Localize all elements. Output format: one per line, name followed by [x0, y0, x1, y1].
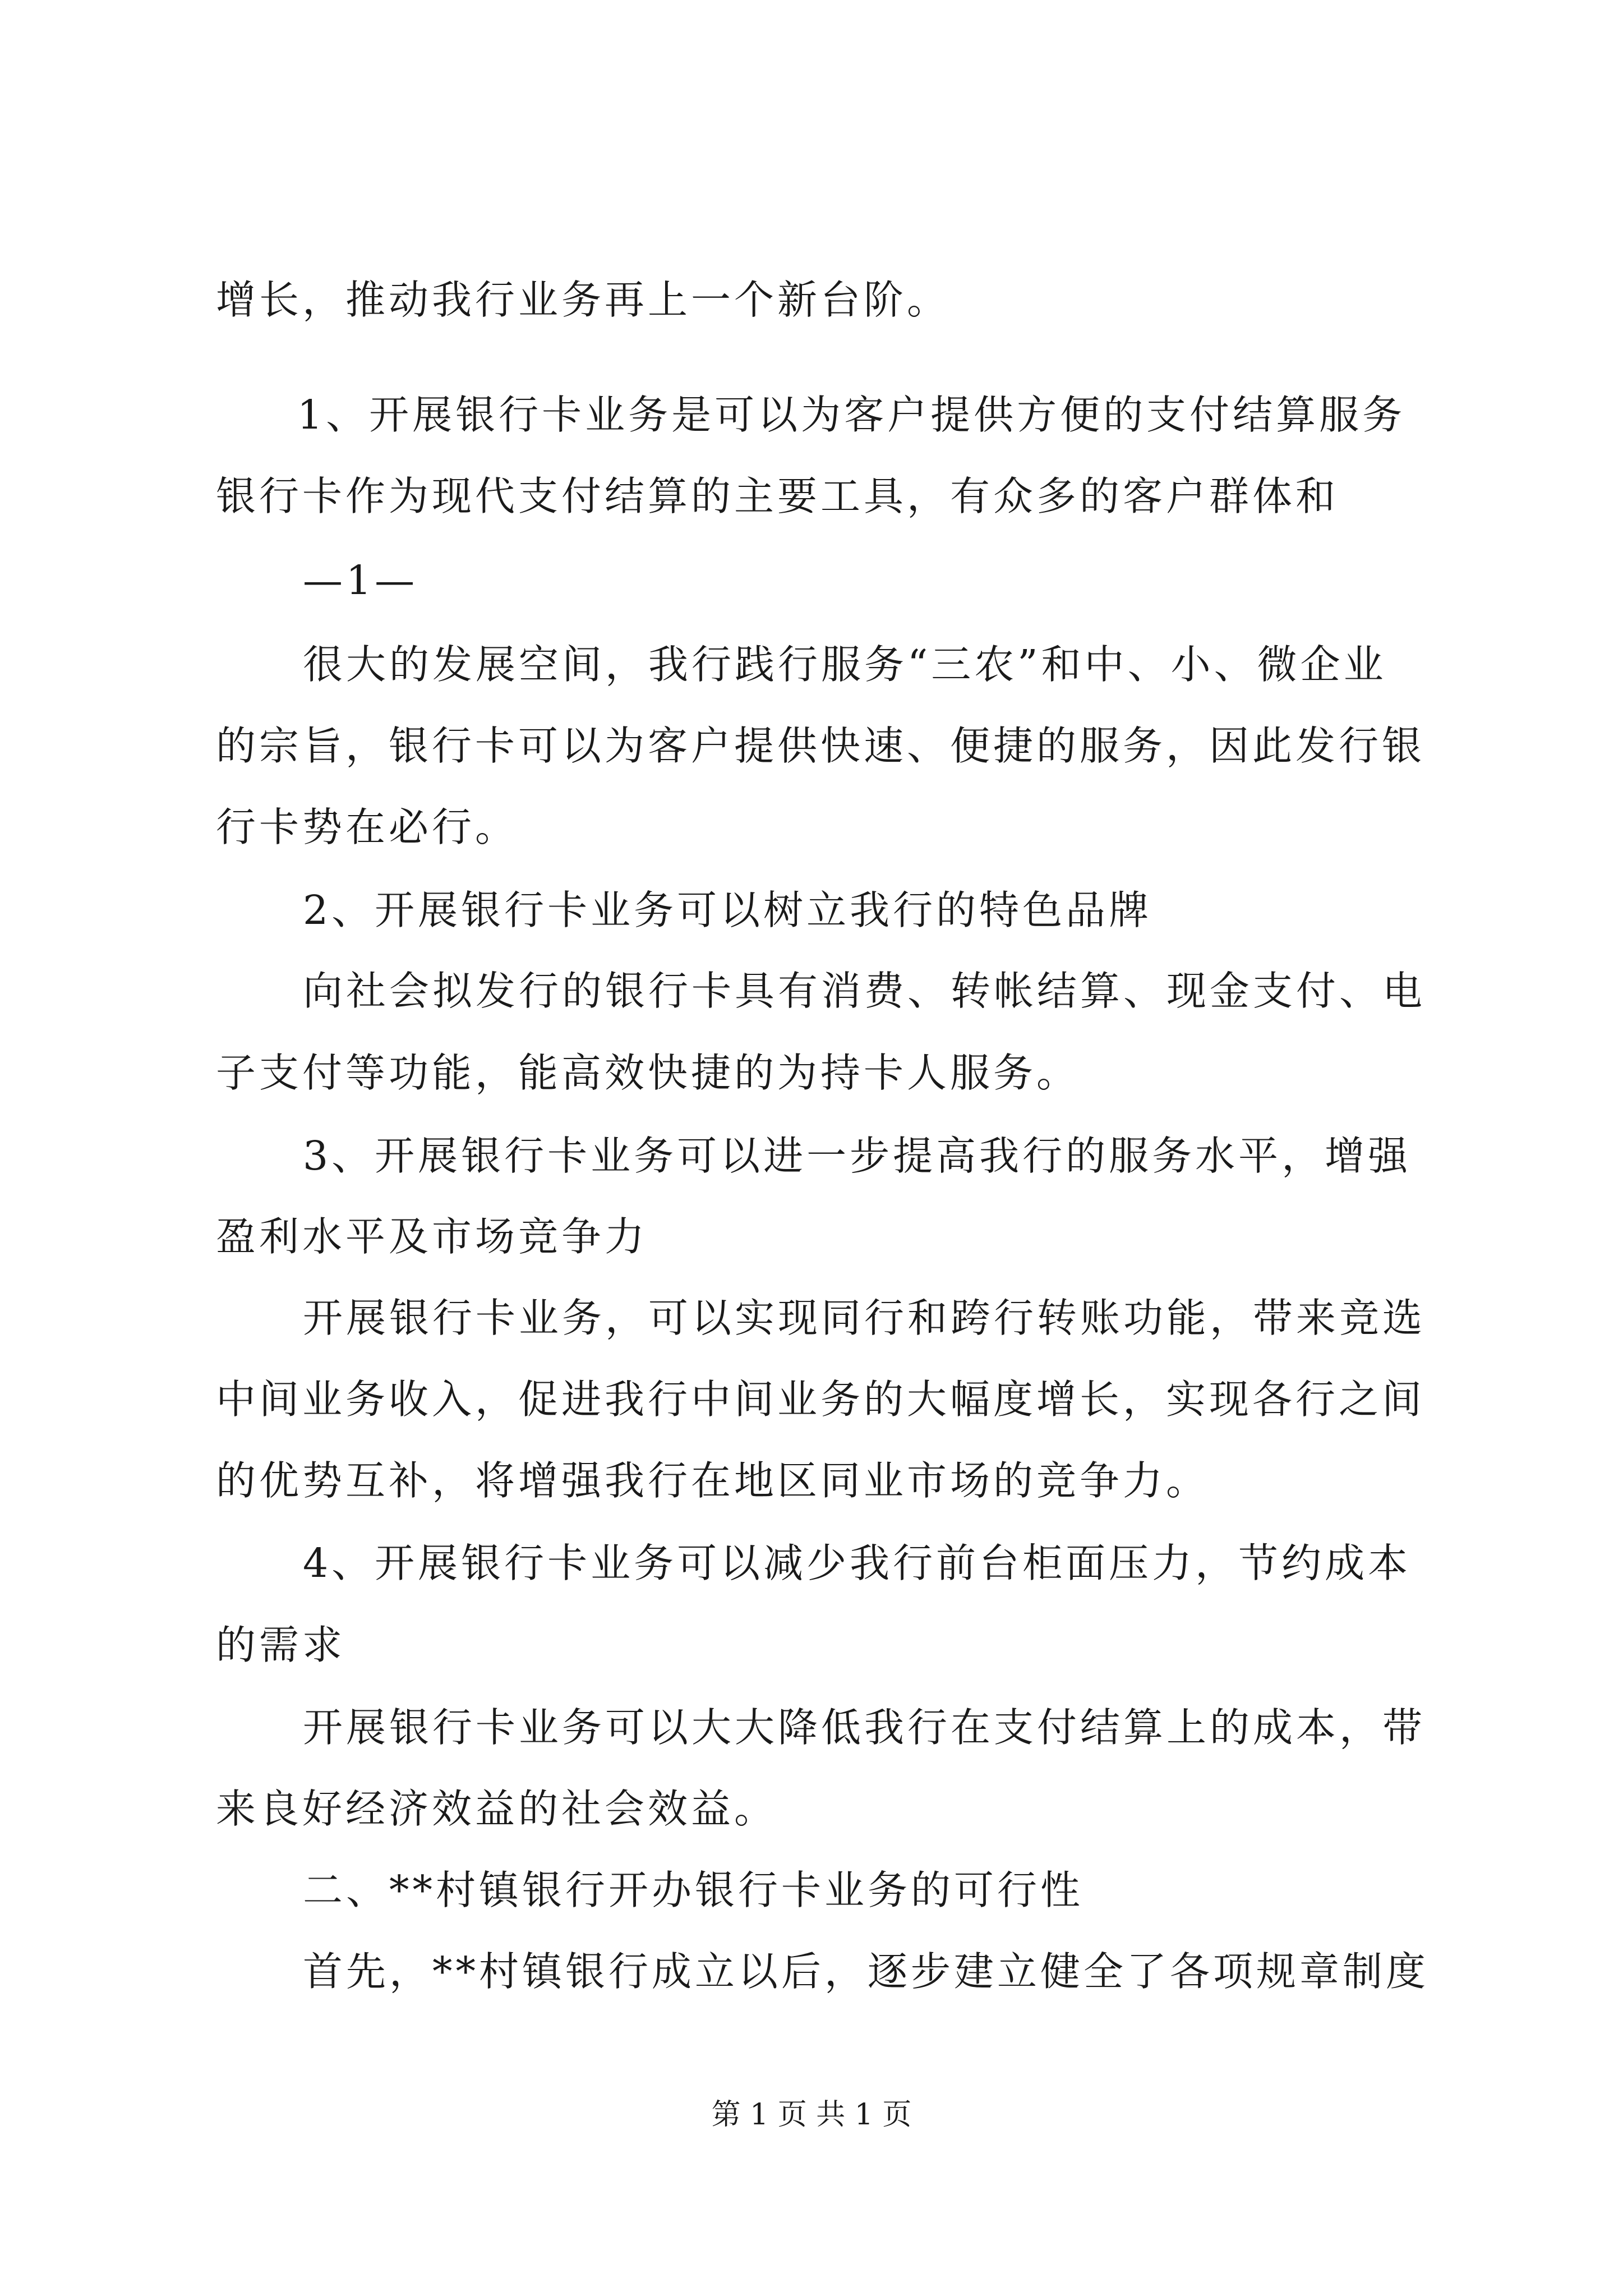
section-heading: 4、开展银行卡业务可以减少我行前台柜面压力，节约成本	[303, 1540, 1412, 1586]
text-line: 银行卡作为现代支付结算的主要工具，有众多的客户群体和	[216, 473, 1339, 519]
text-line: 首先，**村镇银行成立以后，逐步建立健全了各项规章制度	[303, 1948, 1430, 1995]
section-heading: 的需求	[216, 1622, 346, 1668]
text-line: 增长，推动我行业务再上一个新台阶。	[216, 277, 951, 323]
text-line: 开展银行卡业务，可以实现同行和跨行转账功能，带来竞选	[303, 1295, 1426, 1341]
text-line: 很大的发展空间，我行践行服务“三农”和中、小、微企业	[303, 641, 1387, 688]
text-line: 向社会拟发行的银行卡具有消费、转帐结算、现金支付、电	[303, 968, 1426, 1014]
text-line: 开展银行卡业务可以大大降低我行在支付结算上的成本，带	[303, 1704, 1426, 1751]
text-line: 的优势互补，将增强我行在地区同业市场的竞争力。	[216, 1457, 1210, 1504]
section-heading: 3、开展银行卡业务可以进一步提高我行的服务水平，增强	[303, 1133, 1412, 1179]
text-line: 行卡势在必行。	[216, 804, 519, 850]
section-heading: 盈利水平及市场竞争力	[216, 1213, 648, 1260]
page-number-marker: —1—	[303, 557, 418, 604]
text-line: 的宗旨，银行卡可以为客户提供快速、便捷的服务，因此发行银	[216, 723, 1426, 769]
text-line: 中间业务收入，促进我行中间业务的大幅度增长，实现各行之间	[216, 1376, 1426, 1423]
section-heading: 二、**村镇银行开办银行卡业务的可行性	[303, 1867, 1084, 1913]
text-line: 来良好经济效益的社会效益。	[216, 1786, 778, 1832]
text-line: 1、开展银行卡业务是可以为客户提供方便的支付结算服务	[297, 392, 1406, 438]
text-line: 子支付等功能，能高效快捷的为持卡人服务。	[216, 1050, 1080, 1096]
section-heading: 2、开展银行卡业务可以树立我行的特色品牌	[303, 887, 1152, 933]
page-footer: 第 1 页 共 1 页	[711, 2098, 912, 2132]
